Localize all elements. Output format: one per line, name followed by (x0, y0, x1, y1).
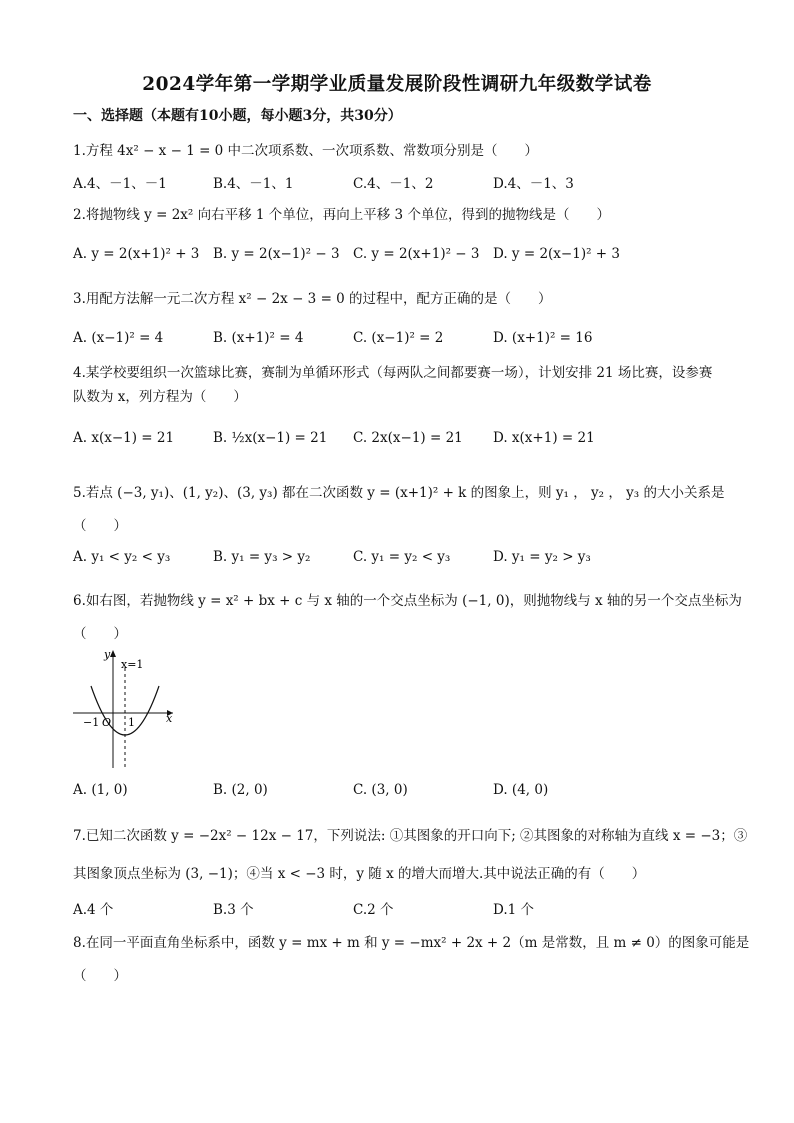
option-a: A. (x−1)² = 4 (73, 330, 164, 346)
symmetry-label: x=1 (121, 658, 144, 671)
y-axis-label: y (104, 648, 111, 661)
question-8-line2: （ ） (73, 968, 127, 984)
question-7: 7.已知二次函数 y = −2x² − 12x − 17，下列说法: ①其图象的开口向下; ②其图象的对称轴为直线 x = −3；③ (73, 828, 748, 844)
option-d: D. (4, 0) (493, 782, 549, 798)
tick-neg-one: −1 (83, 716, 100, 729)
question-1: 1.方程 4x² − x − 1 = 0 中二次项系数、一次项系数、常数项分别是（ ） (73, 143, 539, 159)
options-4 (73, 430, 753, 454)
option-b: B. (x+1)² = 4 (213, 330, 304, 346)
option-b: B. ½x(x−1) = 21 (213, 430, 328, 446)
option-b: B. (2, 0) (213, 782, 268, 798)
option-c: C.2 个 (353, 902, 394, 918)
option-b: B. y = 2(x−1)² − 3 (213, 246, 340, 262)
question-4-line2: 队数为 x，列方程为（ ） (73, 389, 247, 405)
option-b: B. y₁ = y₃ > y₂ (213, 549, 311, 565)
question-4: 4.某学校要组织一次篮球比赛，赛制为单循环形式（每两队之间都要赛一场），计划安排 21 场比赛，设参赛 (73, 365, 713, 381)
option-a: A. (1, 0) (73, 782, 128, 798)
option-d: D.4、－1、3 (493, 176, 574, 192)
options-3 (73, 330, 753, 354)
origin-label: O (102, 716, 112, 729)
option-a: A. y = 2(x+1)² + 3 (73, 246, 200, 262)
option-d: D. x(x+1) = 21 (493, 430, 595, 446)
question-6: 6.如右图，若抛物线 y = x² + bx + c 与 x 轴的一个交点坐标为 (−1, 0)，则抛物线与 x 轴的另一个交点坐标为 (73, 593, 742, 609)
section-heading: 一、选择题（本题有10小题，每小题3分，共30分） (73, 108, 402, 124)
options-7 (73, 898, 753, 922)
option-d: D. (x+1)² = 16 (493, 330, 593, 346)
option-c: C. (x−1)² = 2 (353, 330, 444, 346)
option-c: C.4、－1、2 (353, 176, 434, 192)
option-b: B.3 个 (213, 902, 254, 918)
question-3: 3.用配方法解一元二次方程 x² − 2x − 3 = 0 的过程中，配方正确的是（ ） (73, 291, 552, 307)
question-5-line2: （ ） (73, 518, 127, 534)
option-d: D.1 个 (493, 902, 535, 918)
option-c: C. y₁ = y₂ < y₃ (353, 549, 451, 565)
option-c: C. y = 2(x+1)² − 3 (353, 246, 480, 262)
option-d: D. y₁ = y₂ > y₃ (493, 549, 591, 565)
options-5 (73, 549, 753, 573)
option-a: A.4 个 (73, 902, 114, 918)
question-7-line2: 其图象顶点坐标为 (3, −1)；④当 x < −3 时，y 随 x 的增大而增大.其中说法正确的有（ ） (73, 866, 646, 882)
option-c: C. 2x(x−1) = 21 (353, 430, 463, 446)
tick-one: 1 (128, 716, 135, 729)
option-a: A. x(x−1) = 21 (73, 430, 175, 446)
question-6-line2: （ ） (73, 626, 127, 642)
page-title: 2024学年第一学期学业质量发展阶段性调研九年级数学试卷 (142, 74, 652, 95)
options-6 (73, 782, 753, 806)
question-8: 8.在同一平面直角坐标系中，函数 y = mx + m 和 y = −mx² + 2x + 2（m 是常数，且 m ≠ 0）的图象可能是 (73, 935, 750, 951)
question-5: 5.若点 (−3, y₁)、(1, y₂)、(3, y₃) 都在二次函数 y = (x+1)² + k 的图象上，则 y₁ ， y₂ ， y₃ 的大小关系是 (73, 485, 725, 501)
option-d: D. y = 2(x−1)² + 3 (493, 246, 620, 262)
option-b: B.4、－1、1 (213, 176, 294, 192)
question-2: 2.将抛物线 y = 2x² 向右平移 1 个单位，再向上平移 3 个单位，得到的抛物线是（ ） (73, 207, 610, 223)
options-1 (73, 172, 753, 196)
option-c: C. (3, 0) (353, 782, 408, 798)
x-axis-label: x (166, 712, 173, 725)
option-a: A. y₁ < y₂ < y₃ (73, 549, 171, 565)
parabola-figure (73, 648, 183, 773)
option-a: A.4、－1、－1 (73, 176, 167, 192)
options-2 (73, 246, 753, 270)
